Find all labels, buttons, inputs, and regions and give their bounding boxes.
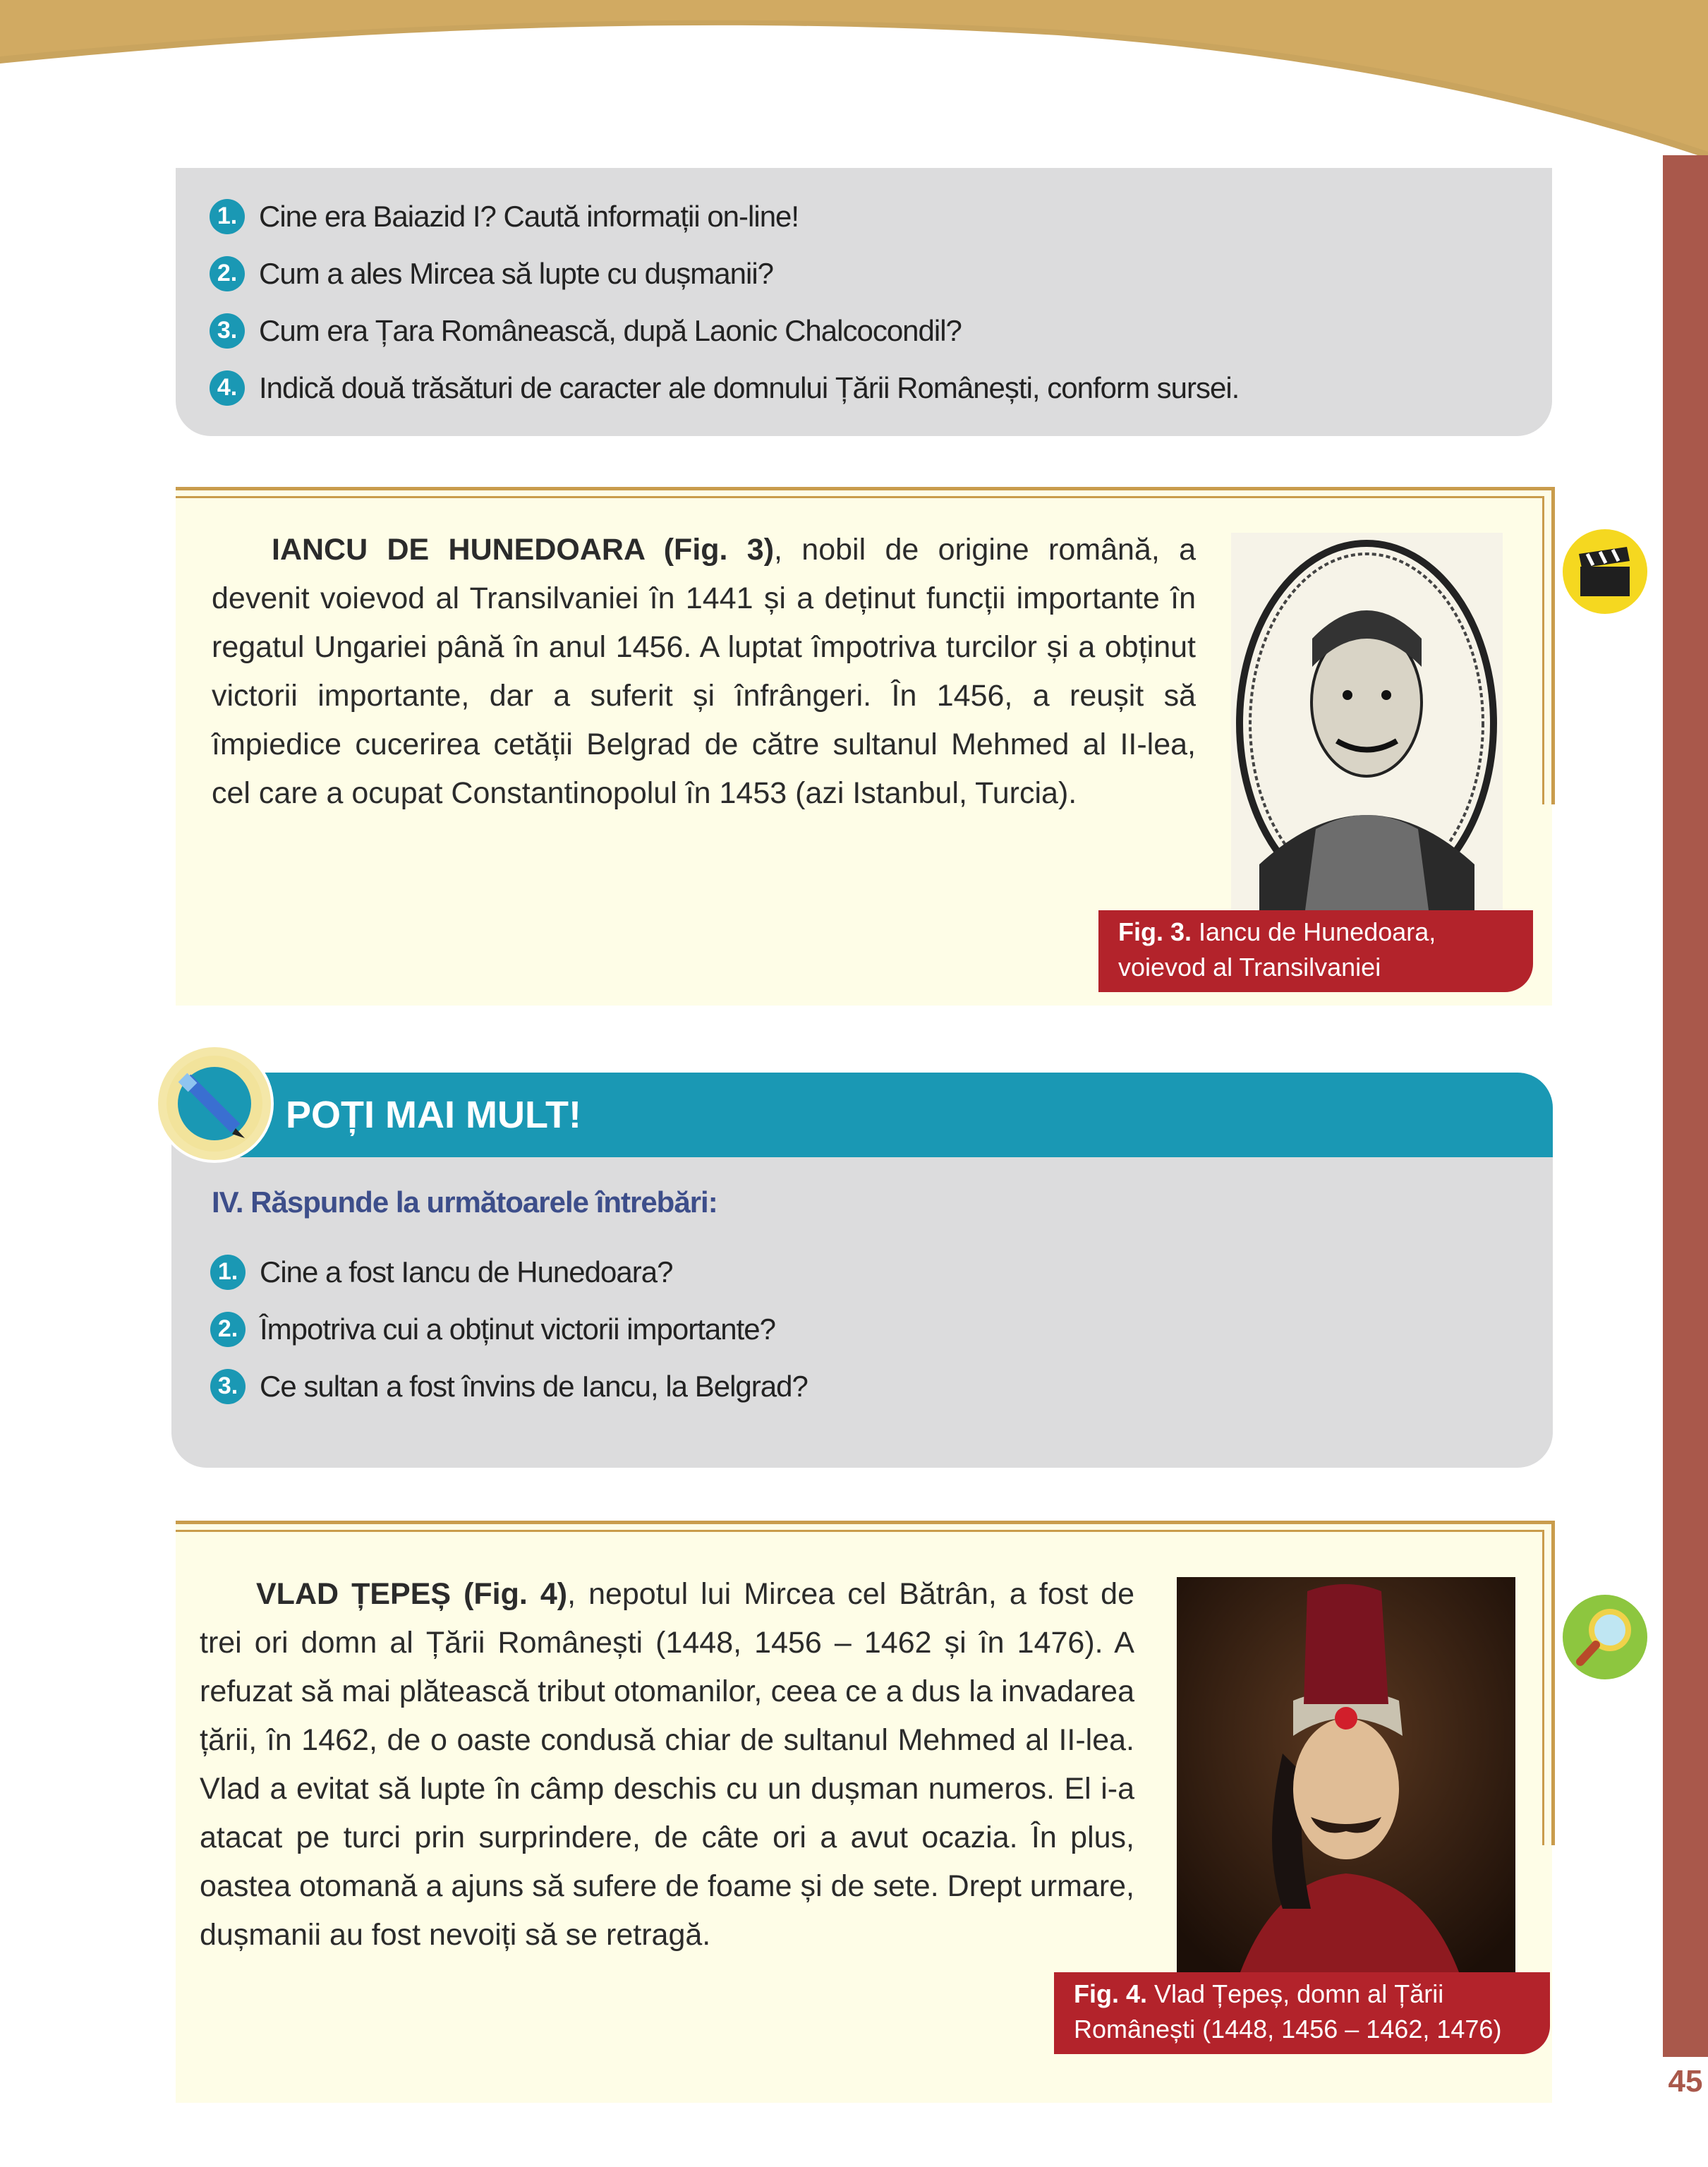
vlad-body: , nepotul lui Mircea cel Bătrân, a fost de trei ori domn al Țării Românești (1448, 1456 – 1462 și în 1476). A refuzat să mai plătească tribut otomanilor, ceea ce a dus la invadarea țării, în 1462, de o oaste condusă chiar de sultanul Mehmed al II-lea. Vlad a evitat să lupte în câmp deschis cu un dușman numeros. El i-a atacat pe turci prin surprindere, de câte ori a avut ocazia. În plus, oastea otomană a ajuns să sufere de foame și de sete. Drept urmare, dușmanii au fost nevoiți să se retragă. xyxy=(200,1577,1134,1952)
question-number: 2. xyxy=(210,1312,246,1347)
iancu-name: IANCU DE HUNEDOARA (Fig. 3) xyxy=(272,533,775,567)
magnifier-icon xyxy=(1559,1591,1651,1683)
more-question-list xyxy=(210,1243,808,1415)
question-item xyxy=(210,1358,808,1415)
question-text: Cum era Țara Românească, după Laonic Chalcocondil? xyxy=(259,313,962,347)
question-item xyxy=(210,302,1239,359)
question-item xyxy=(210,1300,808,1358)
fig-4-caption xyxy=(1054,1972,1550,2054)
question-number: 1. xyxy=(210,1255,246,1290)
gold-border-top xyxy=(176,1521,1555,1524)
page-number: 45 xyxy=(1668,2064,1703,2099)
question-item xyxy=(210,1243,808,1300)
question-text: Împotriva cui a obținut victorii importante? xyxy=(260,1312,776,1346)
fig-3-label: Fig. 3. xyxy=(1118,917,1192,946)
pencil-icon xyxy=(155,1044,274,1163)
question-text: Ce sultan a fost învins de Iancu, la Belgrad? xyxy=(260,1369,808,1403)
iancu-portrait xyxy=(1231,533,1503,910)
more-title: POȚI MAI MULT! xyxy=(286,1094,581,1136)
vlad-name: VLAD ȚEPEȘ (Fig. 4) xyxy=(256,1577,568,1611)
gold-border-right xyxy=(1551,1521,1555,1845)
questions-box xyxy=(176,168,1552,436)
gold-border-right xyxy=(1551,487,1555,804)
fig-3-text: Iancu de Hunedoara, voievod al Transilvaniei xyxy=(1118,917,1436,982)
question-number: 3. xyxy=(210,1369,246,1404)
top-wave-decoration xyxy=(0,0,1708,169)
gold-border-top xyxy=(176,487,1555,490)
fig-4-text: Vlad Țepeș, domn al Țării Românești (1448, 1456 – 1462, 1476) xyxy=(1074,1979,1502,2044)
iancu-body: , nobil de origine română, a devenit voievod al Transilvaniei în 1441 și a deținut funcții importante în regatul Ungariei până în anul 1456. A luptat împotriva turcilor și a obținut victorii importante, dar a suferit și înfrângeri. În 1456, a reușit să împiedice cucerirea cetății Belgrad de către sultanul Mehmed al II-lea, cel care a ocupat Constantinopolul în 1453 (azi Istanbul, Turcia). xyxy=(212,533,1196,810)
question-text: Indică două trăsături de caracter ale domnului Țării Românești, conform sursei. xyxy=(259,370,1240,404)
more-banner xyxy=(233,1073,1553,1157)
question-item xyxy=(210,359,1239,416)
question-text: Cine a fost Iancu de Hunedoara? xyxy=(260,1255,673,1288)
gold-border-right-inner xyxy=(1542,1530,1544,1845)
page-number-box xyxy=(1663,2057,1708,2106)
question-number: 3. xyxy=(210,313,245,349)
question-number: 4. xyxy=(210,370,245,406)
question-list xyxy=(210,188,1239,416)
fig-4-label: Fig. 4. xyxy=(1074,1979,1148,2008)
question-text: Cum a ales Mircea să lupte cu dușmanii? xyxy=(259,256,774,290)
question-item xyxy=(210,188,1239,245)
fig-3-caption xyxy=(1098,910,1533,992)
question-number: 1. xyxy=(210,199,245,234)
more-subtitle: IV. Răspunde la următoarele întrebări: xyxy=(212,1185,717,1219)
gold-border-top-inner xyxy=(176,1530,1544,1532)
gold-border-right-inner xyxy=(1542,496,1544,804)
question-text: Cine era Baiazid I? Caută informații on-line! xyxy=(259,199,799,233)
film-clapper-icon xyxy=(1559,526,1651,617)
question-item xyxy=(210,245,1239,302)
question-number: 2. xyxy=(210,256,245,291)
iancu-text xyxy=(212,526,1196,818)
vlad-portrait xyxy=(1177,1577,1515,1972)
side-strip xyxy=(1663,155,1708,2060)
vlad-text xyxy=(200,1570,1134,1960)
gold-border-top-inner xyxy=(176,496,1544,498)
